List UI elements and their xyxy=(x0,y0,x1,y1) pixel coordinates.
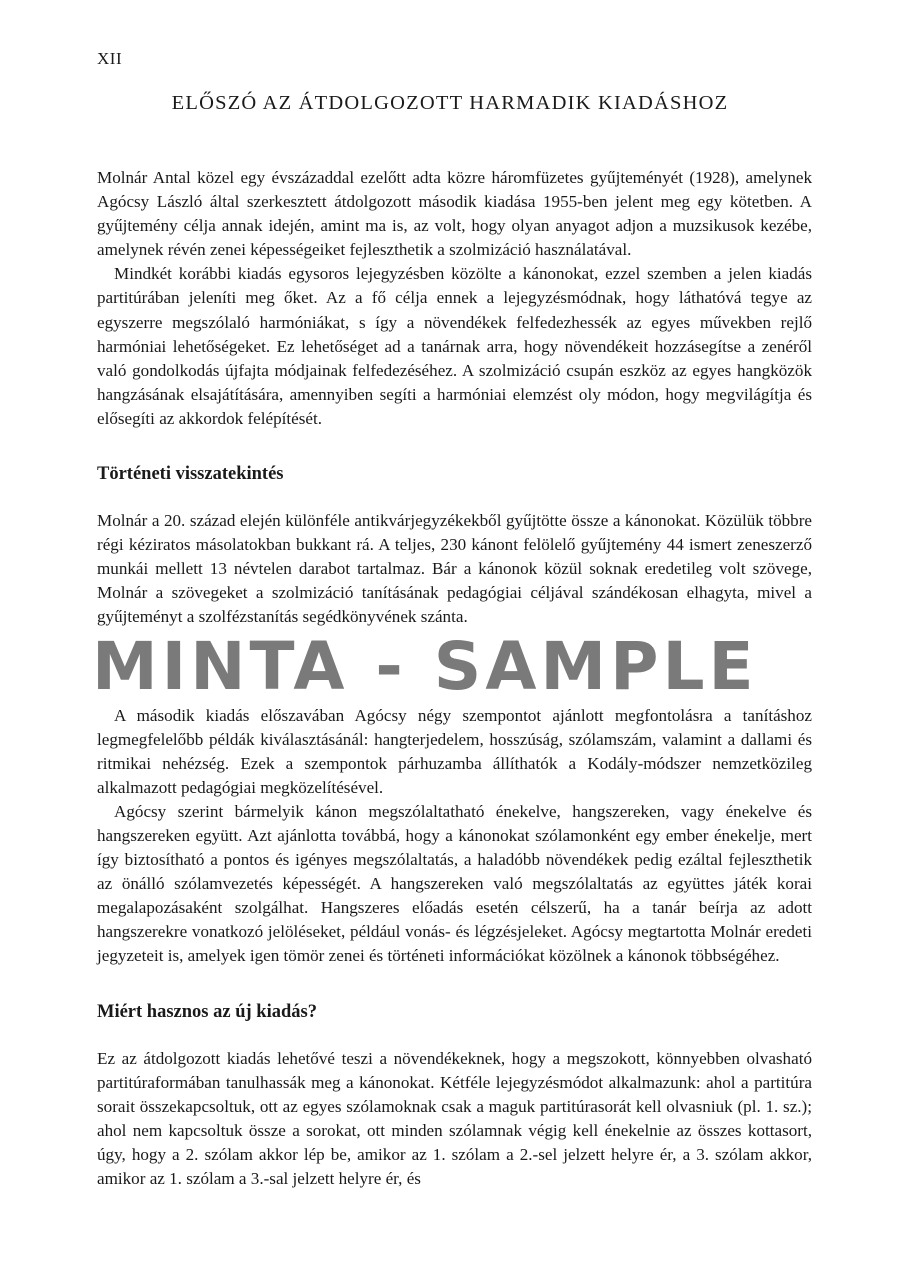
why-paragraph-1: Ez az átdolgozott kiadás lehetővé teszi a növendékeknek, hogy a megszokott, könnyebben olvasható partitúraformában tanulhassák meg a kánonokat. Kétféle lejegyzésmódot alkalmazunk: ahol a partitúra sorait összekapcsoltuk, ott az egyes szólamoknak csak a maguk partitúrasorát kell olvasniuk (pl. 1. sz.); ahol nem kapcsoltuk össze a sorokat, ott minden szólamnak végig kell énekelnie az összes kottasort, úgy, hogy a 2. szólam akkor lép be, amikor az 1. szólam a 2.-sel jelzett helyre ér, a 3. szólam akkor, amikor az 1. szólam a 3.-sal jelzett helyre ér, és xyxy=(97,1048,812,1188)
history-paragraph-1: Molnár a 20. század elején különféle antikvárjegyzékekből gyűjtötte össze a kánonokat. Közülük többre régi kéziratos másolatokban bukkant rá. A teljes, 230 kánont felölelő gyűjtemény 44 ismert zeneszerző munkái mellett 13 névtelen darabot tartalmaz. Bár a kánonok közül soknak eredetileg volt szövege, Molnár a szövegeket a szolmizáció tanításának pedagógiai céljával szándékosan elhagyta, mivel a gyűjteményt a szolfézstanítás segédkönyvének szánta. xyxy=(97,511,812,627)
page-number: XII xyxy=(97,49,123,68)
section-heading-history: Történeti visszatekintés xyxy=(97,464,284,485)
sample-watermark: MINTA - SAMPLE xyxy=(92,627,758,705)
page-body xyxy=(92,166,812,1191)
intro-paragraph-2: Mindkét korábbi kiadás egysoros lejegyzésben közölte a kánonokat, ezzel szemben a jelen kiadás partitúrában jeleníti meg őket. Az a fő célja ennek a lejegyzésmódnak, hogy láthatóvá tegye az egyszerre megszólaló harmóniákat, s így a növendékek felfedezhessék az egyes művekben rejlő harmóniai lehetőségeket. Ez lehetőséget ad a tanárnak arra, hogy növendékeit hozzásegítse a zenéről való gondolkodás újfajta módjainak felfedezéséhez. A szolmizáció csupán eszköz az egyes hangközök hangzásának elsajátítására, amennyiben segíti a harmóniai elemzést oly módon, hogy megvilágítja és elősegíti az akkordok felépítését. xyxy=(97,264,812,428)
history-paragraph-2: A második kiadás előszavában Agócsy négy szempontot ajánlott megfontolásra a tanításhoz legmegfelelőbb példák kiválasztásánál: hangterjedelem, hosszúság, szólamszám, valamint a dallami és ritmikai nehézség. Ezek a szempontok párhuzamba állíthatók a Kodály-módszer nemzetközileg alkalmazott pedagógiai megközelítésével. xyxy=(97,705,812,797)
history-paragraph-3: Agócsy szerint bármelyik kánon megszólaltatható énekelve, hangszereken, vagy énekelve és hangszereken együtt. Azt ajánlotta továbbá, hogy a kánonokat szólamonként egy ember énekelje, mert így biztosítható a pontos és igényes megszólaltatás, a haladóbb növendékek pedig ezáltal fejleszthetik az önálló szólamvezetés képességét. A hangszereken való megszólaltatás az együttes játék korai megalapozásaként szolgálhat. Hangszeres előadás esetén célszerű, ha a tanár beírja az adott hangszerekre vonatkozó jelöléseket, például vonás- és légzésjeleket. Agócsy megtartotta Molnár eredeti jegyzeteit is, amelyek igen tömör zenei és történeti információkat közölnek a kánonok többségéhez. xyxy=(97,801,812,966)
page-title: ELŐSZÓ AZ ÁTDOLGOZOTT HARMADIK KIADÁSHOZ xyxy=(171,92,729,114)
intro-paragraph-1: Molnár Antal közel egy évszázaddal ezelőtt adta közre háromfüzetes gyűjteményét (1928), amelynek Agócsy László által szerkesztett átdolgozott második kiadása 1955-ben jelent meg egy kötetben. A gyűjtemény célja annak idején, amint ma is, az volt, hogy olyan anyagot adjon a muzsikusok kezébe, amelynek révén zenei képességeiket fejleszthetik a szolmizáció használatával. xyxy=(97,168,812,260)
section-heading-why: Miért hasznos az új kiadás? xyxy=(97,1001,317,1022)
